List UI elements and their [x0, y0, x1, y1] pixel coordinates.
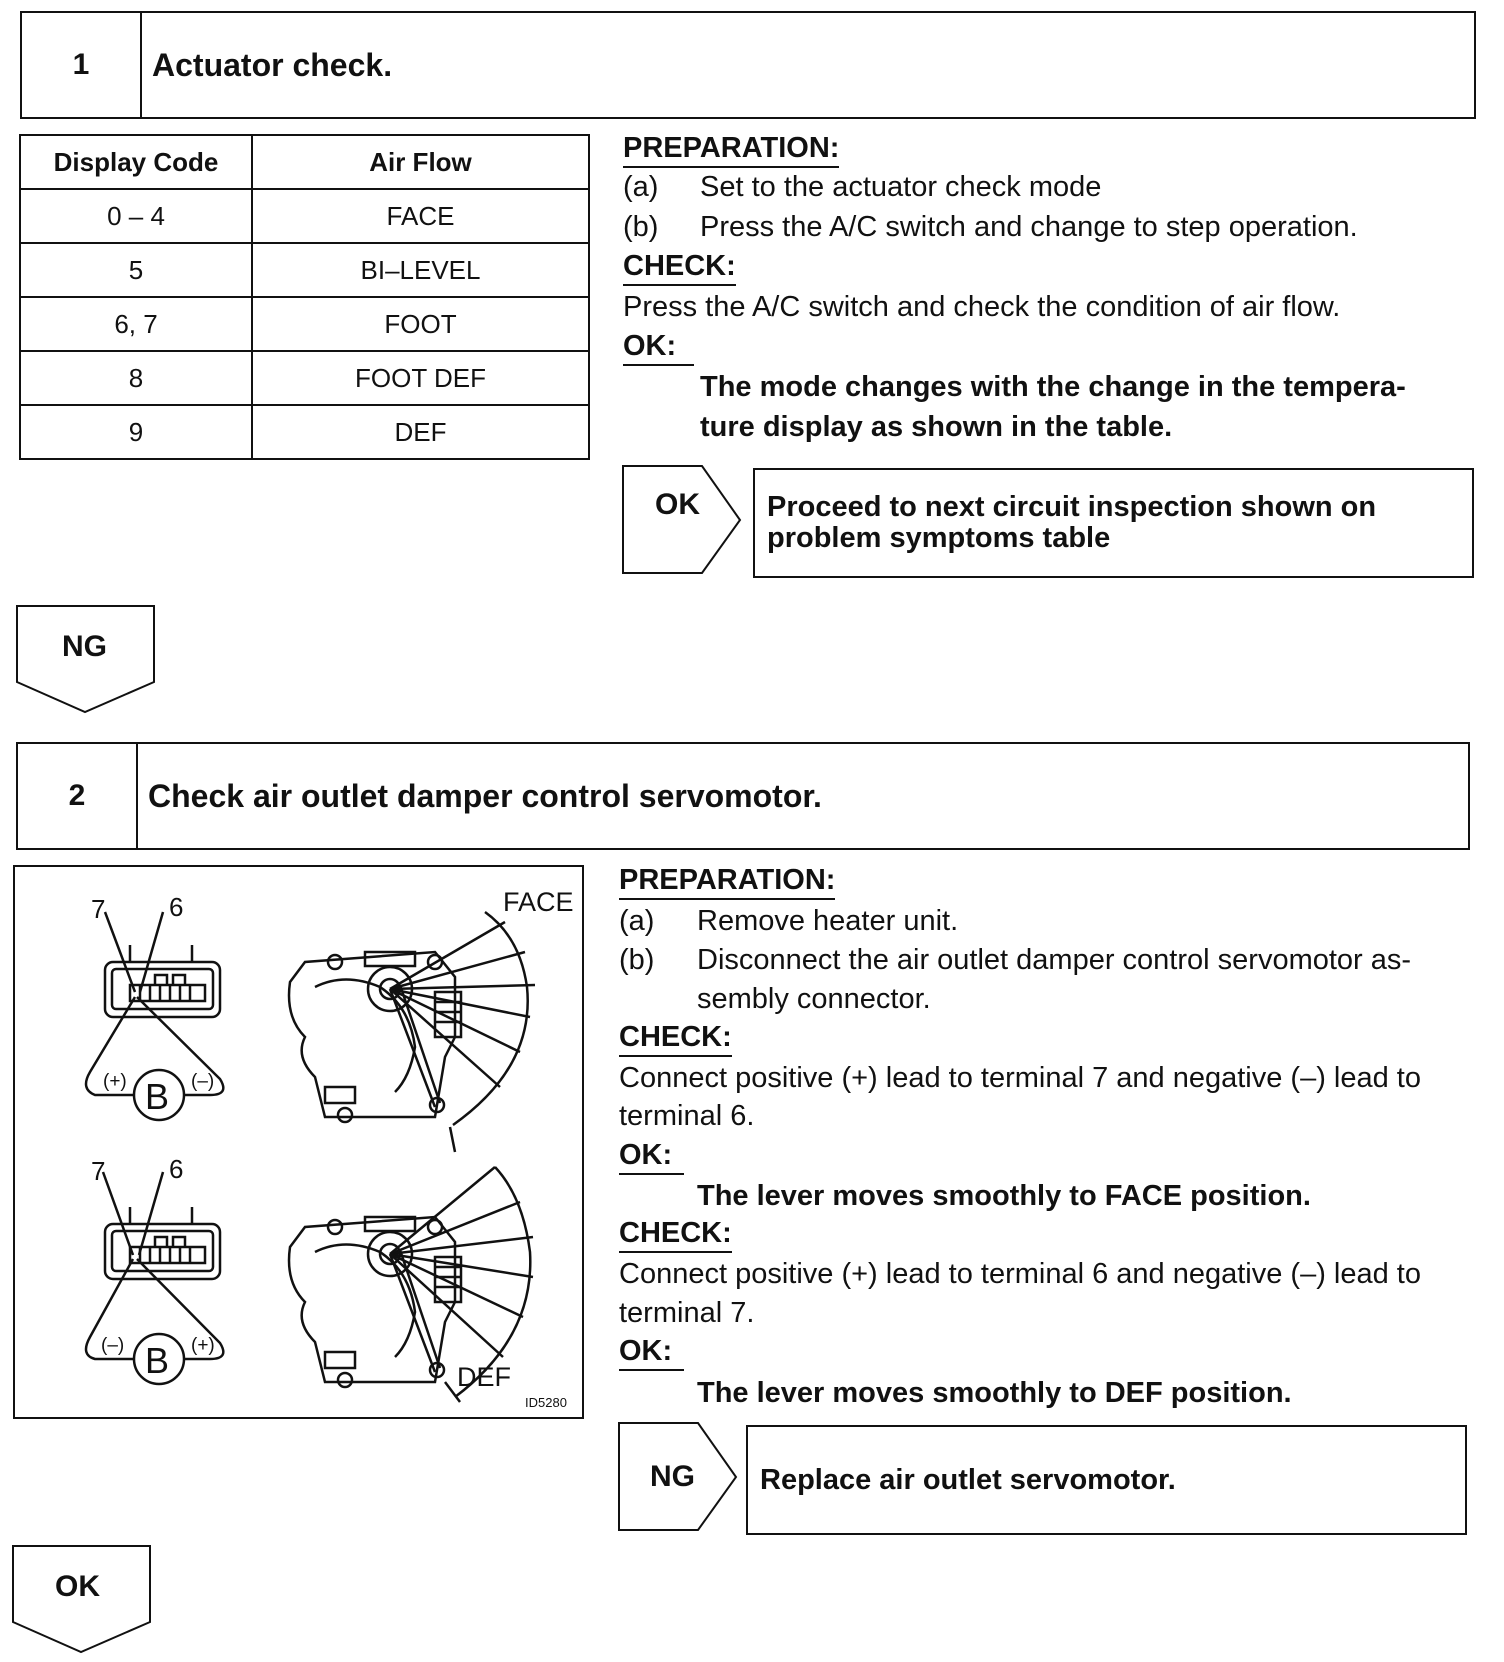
step2-prep-b-letter: (b) — [619, 944, 655, 976]
step2-header — [16, 742, 1470, 850]
step2-prep-a-letter: (a) — [619, 905, 655, 937]
table-header-row — [20, 135, 589, 189]
step1-ok-result-box — [753, 468, 1474, 578]
step2-check1-line2: terminal 6. — [619, 1100, 755, 1132]
step1-prep-b-letter: (b) — [623, 211, 659, 243]
step2-check1-line1: Connect positive (+) lead to terminal 7 and negative (–) lead to — [619, 1062, 1421, 1094]
table-cell-airflow: FOOT DEF — [252, 351, 589, 405]
step1-ok-result-line2: problem symptoms table — [767, 522, 1111, 554]
table-cell-code: 5 — [20, 243, 252, 297]
step2-check2-line1: Connect positive (+) lead to terminal 6 and negative (–) lead to — [619, 1258, 1421, 1290]
step2-ng-result-text: Replace air outlet servomotor. — [760, 1463, 1176, 1496]
top-lead-wires — [86, 912, 223, 1095]
step1-check-label: CHECK: — [623, 248, 736, 286]
display-code-table — [19, 134, 590, 460]
def-label: DEF — [457, 1362, 511, 1392]
bottom-minus-label: (–) — [101, 1335, 125, 1356]
step1-ok-result-line1: Proceed to next circuit inspection shown on — [767, 491, 1377, 523]
figure-id-label: ID5280 — [525, 1395, 567, 1410]
bottom-plus-label: (+) — [191, 1335, 215, 1356]
step2-ok-arrow-label: OK — [55, 1570, 100, 1603]
top-plus-label: (+) — [103, 1071, 127, 1092]
step1-preparation-label: PREPARATION: — [623, 130, 839, 168]
table-cell-code: 0 – 4 — [20, 189, 252, 243]
step1-ok-label: OK: — [623, 328, 694, 366]
step1-ok-arrow-label: OK — [655, 488, 700, 521]
step2-ng-arrow-label: NG — [650, 1460, 695, 1493]
step1-number: 1 — [22, 13, 142, 117]
bottom-connector — [105, 1207, 220, 1279]
top-terminal-7-label: 7 — [91, 894, 106, 924]
step2-prep-a: Remove heater unit. — [697, 905, 959, 937]
table-cell-code: 6, 7 — [20, 297, 252, 351]
step1-prep-a: Set to the actuator check mode — [700, 171, 1102, 203]
table-row — [20, 351, 589, 405]
step1-ok-line2: ture display as shown in the table. — [700, 411, 1173, 443]
bottom-servomotor — [289, 1217, 461, 1387]
table-cell-code: 8 — [20, 351, 252, 405]
step1-title: Actuator check. — [152, 46, 393, 83]
step2-number: 2 — [18, 744, 138, 848]
table-header-air-flow: Air Flow — [252, 135, 589, 189]
table-cell-airflow: BI–LEVEL — [252, 243, 589, 297]
step2-check2-label: CHECK: — [619, 1215, 732, 1253]
servomotor-figure — [13, 865, 584, 1419]
top-battery-label: B — [145, 1076, 170, 1117]
table-row — [20, 189, 589, 243]
step1-prep-a-letter: (a) — [623, 171, 659, 203]
table-row — [20, 297, 589, 351]
bottom-battery-label: B — [145, 1340, 170, 1381]
step2-ok1-label: OK: — [619, 1137, 684, 1175]
step2-ok1-text: The lever moves smoothly to FACE position. — [697, 1180, 1311, 1212]
table-row — [20, 243, 589, 297]
step2-ng-result-box — [746, 1425, 1467, 1535]
step2-preparation-label: PREPARATION: — [619, 862, 835, 900]
step2-prep-b-line2: sembly connector. — [697, 983, 931, 1015]
top-terminal-6-label: 6 — [169, 892, 184, 922]
table-cell-airflow: FOOT — [252, 297, 589, 351]
step2-title: Check air outlet damper control servomotor. — [148, 777, 822, 814]
top-minus-label: (–) — [191, 1071, 215, 1092]
step1-prep-b: Press the A/C switch and change to step operation. — [700, 211, 1358, 243]
step1-ok-result-text — [755, 492, 1386, 554]
step2-prep-b-line1: Disconnect the air outlet damper control servomotor as- — [697, 944, 1412, 976]
step2-ok2-text: The lever moves smoothly to DEF position. — [697, 1377, 1292, 1409]
bottom-terminal-6-label: 6 — [169, 1154, 184, 1184]
bottom-lead-wires — [86, 1172, 223, 1359]
table-cell-code: 9 — [20, 405, 252, 459]
step2-ok2-label: OK: — [619, 1333, 684, 1371]
step2-check1-label: CHECK: — [619, 1019, 732, 1057]
table-row — [20, 405, 589, 459]
step2-check2-line2: terminal 7. — [619, 1297, 755, 1329]
table-cell-airflow: FACE — [252, 189, 589, 243]
step1-check-text: Press the A/C switch and check the condition of air flow. — [623, 291, 1341, 323]
step1-ng-arrow-label: NG — [62, 630, 107, 663]
step1-header — [20, 11, 1476, 119]
table-cell-airflow: DEF — [252, 405, 589, 459]
face-label: FACE — [503, 887, 574, 917]
table-header-display-code: Display Code — [20, 135, 252, 189]
step1-ok-line1: The mode changes with the change in the tempera- — [700, 371, 1406, 403]
bottom-terminal-7-label: 7 — [91, 1156, 106, 1186]
